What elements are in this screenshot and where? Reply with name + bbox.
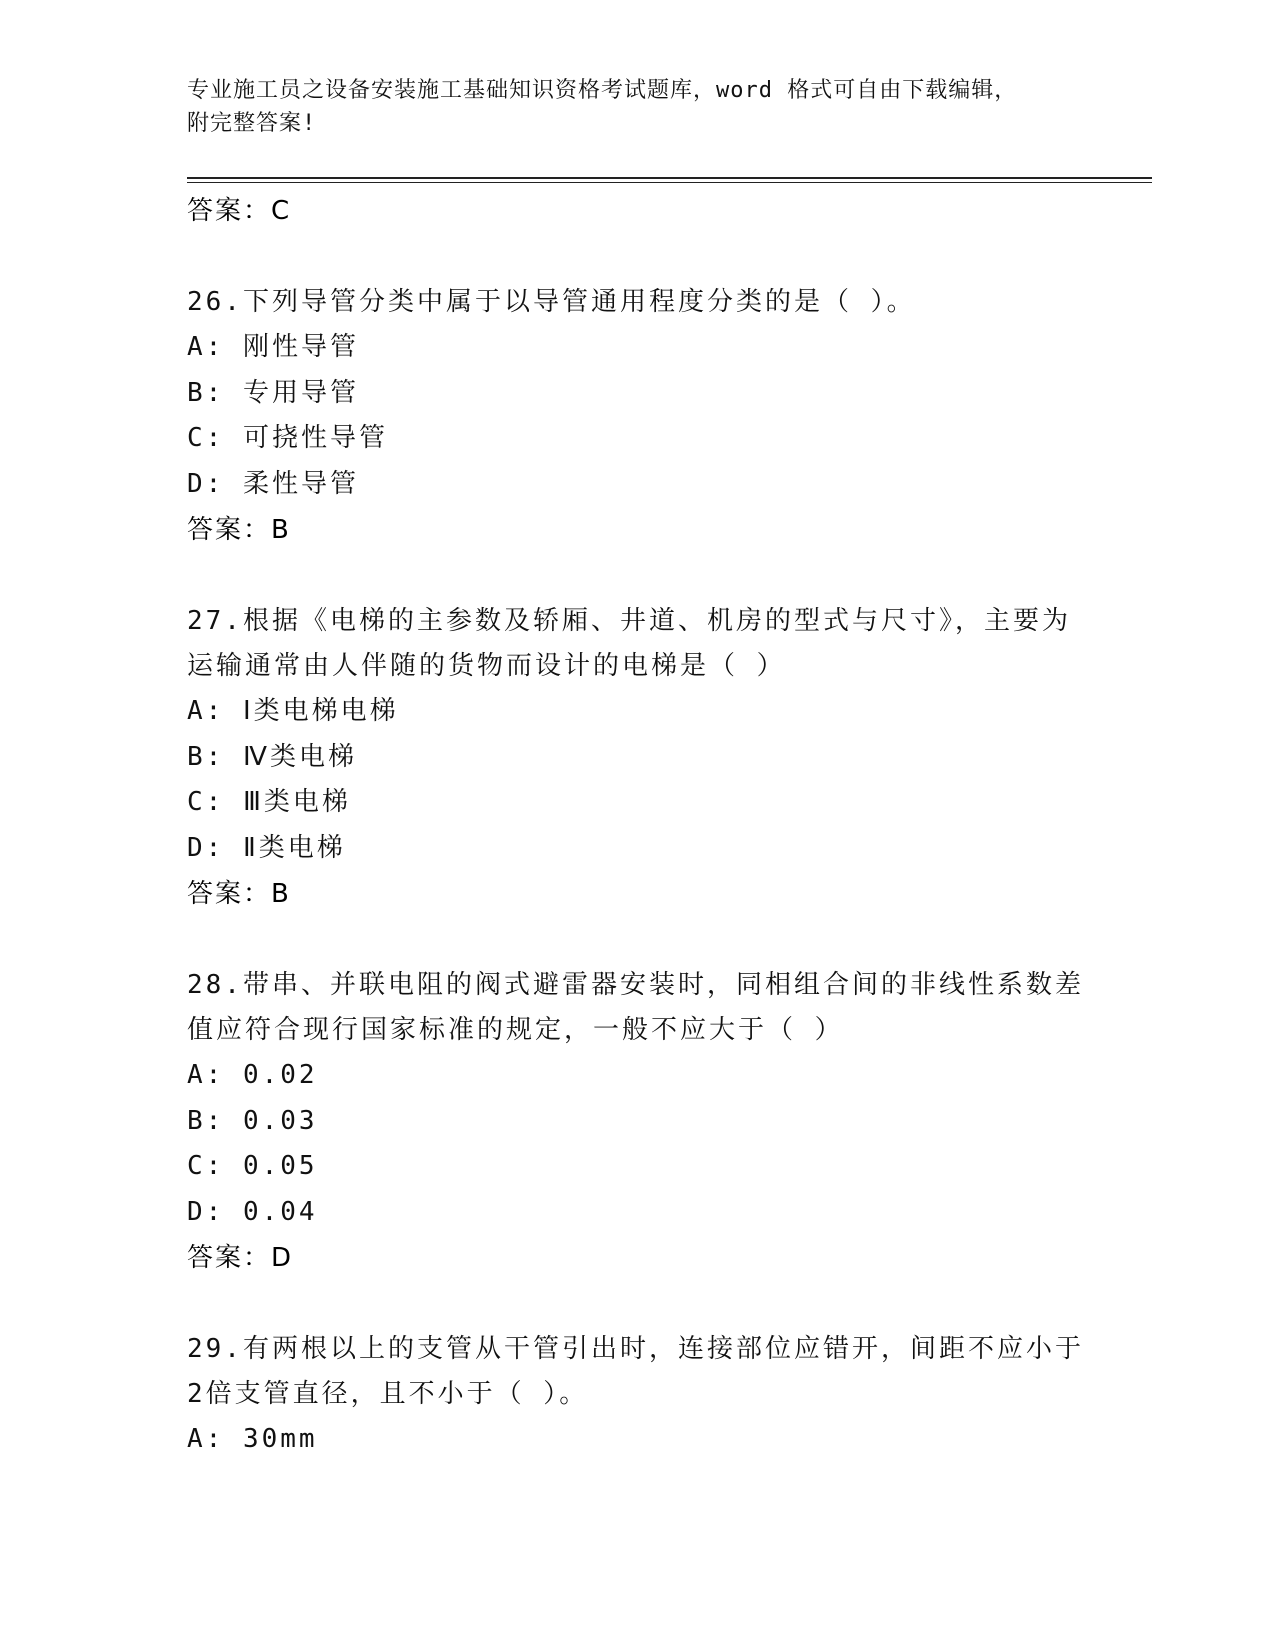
option-a: A: 0.02 xyxy=(187,1060,318,1090)
option-a: A: 刚性导管 xyxy=(187,332,359,362)
option-a: A: Ⅰ类电梯电梯 xyxy=(187,696,399,726)
question-stem-cont: 值应符合现行国家标准的规定，一般不应大于（ ） xyxy=(187,1015,844,1045)
option-b: B: 专用导管 xyxy=(187,377,359,408)
question-block xyxy=(187,280,1087,553)
answer-line: 答案：D xyxy=(187,1243,294,1273)
answer-line: 答案：B xyxy=(187,879,291,909)
option-b: B: 0.03 xyxy=(187,1105,318,1136)
answer-line: 答案：C xyxy=(187,196,292,226)
question-block xyxy=(187,963,1087,1281)
question-block xyxy=(187,1327,1087,1463)
option-a: A: 30mm xyxy=(187,1424,318,1454)
header-line-2: 附完整答案! xyxy=(187,111,317,136)
option-c: C: Ⅲ类电梯 xyxy=(187,787,351,817)
header-rule-thick xyxy=(187,177,1152,179)
option-b: B: Ⅳ类电梯 xyxy=(187,741,357,772)
header-rule-thin xyxy=(187,182,1152,183)
header-line-1: 专业施工员之设备安装施工基础知识资格考试题库，word 格式可自由下载编辑， xyxy=(187,78,1018,103)
question-stem: 28.带串、并联电阻的阀式避雷器安装时，同相组合间的非线性系数差 xyxy=(187,970,1084,1000)
question-content xyxy=(187,188,1087,1463)
question-block xyxy=(187,599,1087,917)
page-header xyxy=(187,74,1087,140)
spacer xyxy=(187,1281,1087,1327)
option-c: C: 0.05 xyxy=(187,1151,318,1181)
question-stem: 26.下列导管分类中属于以导管通用程度分类的是（ ）。 xyxy=(187,287,916,317)
option-d: D: 0.04 xyxy=(187,1196,318,1227)
option-c: C: 可挠性导管 xyxy=(187,423,388,453)
option-d: D: Ⅱ类电梯 xyxy=(187,832,346,863)
option-d: D: 柔性导管 xyxy=(187,468,359,499)
question-stem: 29.有两根以上的支管从干管引出时，连接部位应错开，间距不应小于 xyxy=(187,1334,1084,1364)
spacer xyxy=(187,234,1087,280)
spacer xyxy=(187,553,1087,599)
question-stem-cont: 运输通常由人伴随的货物而设计的电梯是（ ） xyxy=(187,651,786,681)
spacer xyxy=(187,917,1087,963)
question-stem: 27.根据《电梯的主参数及轿厢、井道、机房的型式与尺寸》，主要为 xyxy=(187,606,1071,636)
question-stem-cont: 2倍支管直径，且不小于（ ）。 xyxy=(187,1379,589,1409)
answer-line: 答案：B xyxy=(187,515,291,545)
